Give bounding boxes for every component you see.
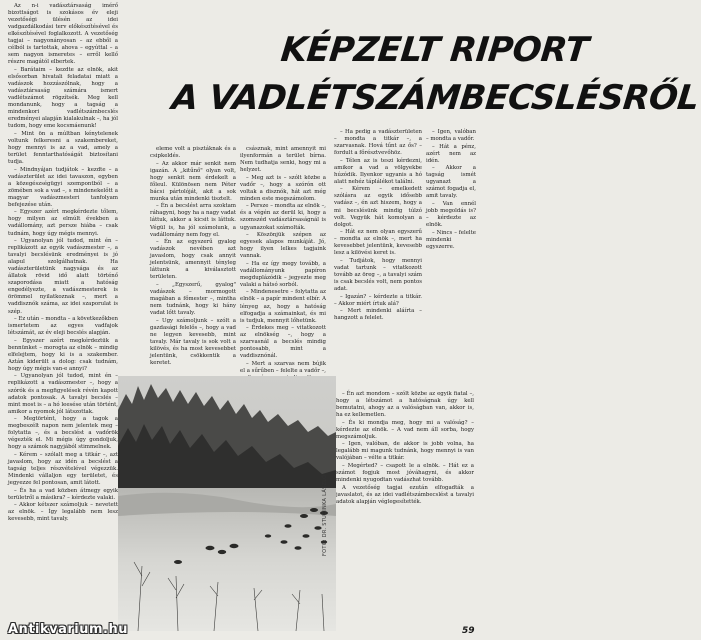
- article-paragraph: – „Egyszerű, gyalog" vadászok – mormogott magában a főmester –, mintha nem tudnánk, hogy ki hány vadat lőtt tavaly.: [150, 281, 236, 317]
- article-paragraph: – Tudjátok, hogy mennyi vadat tartunk – vitatkozott tovább az öreg –, a tavalyi szám is csak becslés volt, nem pontos adat.: [334, 257, 422, 293]
- article-paragraph: császnak, mint amennyit mi ilyenformán a terület bírna. Nem tudhatja senki, hogy mi a helyzet.: [240, 146, 326, 174]
- article-column-5: [426, 129, 476, 374]
- article-paragraph: – Érdekes meg – vitatkozott az elnökség –, hogy a szarvasnál a becslés mindig pontosabb, mint a vaddisznónál.: [240, 325, 326, 360]
- article-paragraph: – Ha ez így megy tovább, a vadállományunk papíron megduplázódik – jegyezte meg valaki a hátsó sorból.: [240, 260, 326, 288]
- article-paragraph: – Én az egyszerű gyalog vadászok nevében azt javaslom, hogy csak annyit jelentsünk, amennyit tényleg láttunk a kiválasztott területen.: [150, 239, 236, 281]
- photo-credit: FOTÓ: DR. STUDINKA LÁSZLÓ: [322, 474, 328, 556]
- article-paragraph: – És ki mondja meg, hogy mi a valóság? – kérdezte az elnök. – A vad nem áll sorba, hogy megszámoljuk.: [336, 419, 474, 440]
- deer-herd-photo: [118, 376, 336, 631]
- article-paragraph: – Nincs – felelte mindenki egyszerre.: [426, 229, 476, 250]
- article-paragraph: – Igen, valóban – mondta a vadőr.: [426, 129, 476, 143]
- article-paragraph: – Ugy számoljunk – szólt a gazdasági felelős –, hogy a vad ne legyen kevesebb, mint tavaly. Már tavaly is sok volt a kilövés, és ha most kevesebbet jelentünk, csökkentik a keretet.: [150, 317, 236, 366]
- article-paragraph: – Akkor kétszer számoljuk – nevetett az elnök. – Így legalább nem lesz kevesebb, mint tavaly.: [8, 502, 118, 523]
- article-paragraph: – Mert a szarvas nem bújik el a sűrűben – felelte a vadőr –,: [240, 360, 326, 374]
- article-paragraph: – Én azt mondom – szólt közbe az egyik fiatal –, hogy a létszámot a hatóságnak úgy kell bemutatni, ahogy az a valóságban van, akkor is, ha ez kellemetlen.: [336, 391, 474, 419]
- article-paragraph: – Persze – mondta az elnök –, és a végén az derül ki, hogy a szomszéd vadásztársaságnál is ugyanazokat számolták.: [240, 203, 326, 231]
- article-paragraph: – És ha a vad közben átmegy egyik területről a másikra? – kérdezte valaki.: [8, 487, 118, 501]
- article-paragraph: – Én a becslést arra szoktam ráhagyni, hogy ha a nagy vadat láttuk, akkor a kicsit is láttuk. Végül is, ha jól számolunk, a vadállomány nem fogy el.: [150, 203, 236, 238]
- article-paragraph: – Igen, valóban, de akkor is jobb volna, ha legalább mi magunk tudnánk, hogy mennyi is van valójában – vélte a titkár.: [336, 441, 474, 462]
- site-watermark: Antikvarium.hu: [8, 622, 128, 637]
- article-paragraph: – Mint ön a múltban kénytelenek voltunk felkeresni a szakembereket, hogy mennyi is az a vad, amely a terület fenntarthatóságát biztosítani tudja.: [8, 130, 118, 166]
- article-paragraph: A vezetőség tagjai ezután elfogadták a javaslatot, és az idei vadlétszámbecslést a tavalyi adatok alapján véglegesítették.: [336, 484, 474, 505]
- article-paragraph: – Mert mindenki aláírta – hangzott a felelet.: [334, 308, 422, 322]
- article-paragraph: – Kérem – emelkedett szólásra az egyik idősebb vadász –, én azt hiszem, hogy a mi becslésünk mindig túlzó volt. Vegyük hát komolyan a dolgot.: [334, 186, 422, 228]
- article-paragraph: – Megérted? – csapott le a elnök. – Hát ez a számot fogjuk most jóváhagyni, és akkor mindenki nyugodtan vadászhat tovább.: [336, 462, 474, 484]
- article-paragraph: – Köszönjük szépen az egyesek alapos munkáját. Jó, hogy ilyen lelkes tagjaink vannak.: [240, 232, 326, 260]
- page-number: 59: [462, 626, 475, 636]
- article-paragraph: eleme volt a pisztáknak és a csipkeldés.: [150, 146, 236, 160]
- article-paragraph: – Ugyanolyan jól tudod, mint én – replikázott a vadászmester –, hogy a szórók és a megfigyelések révén kapott adatok pontosak. A tavalyi becslés – mint most is – a hó leesése után történt, amikor a nyomok jól látszottak.: [8, 373, 118, 415]
- article-paragraph: – Megtörtént, hogy a tagok a megbeszélt napon nem jelentek meg – folytatta –, és a becslést a vadőrök végezték el. Mi mégis úgy gondoljuk, hogy a számok nagyjából stimmelnek.: [8, 416, 118, 451]
- headline-line-2: A VADLÉTSZÁMBECSLÉSRŐL: [169, 78, 701, 118]
- article-paragraph: Az n-i vadásztársaság imérő bizottságot is szokásos év eleji vezetőségi ülésén az idei vadgazdálkodási terv előkészítésével és elkészítésével foglalkozott. A vezetőség tagjai – nagyonányosan – az ebből a célból is tartottak, ahova – egyúttal – a sem nagyon ismeretes – erről kellő részre magától elbertek.: [8, 3, 118, 66]
- article-paragraph: – Barátaim – kezdte az elnök, akit elsősorban hivatali feladatai miatt a vadászok hozzászólnak, hogy a vadásztársaság számára ismert vadlétszámot rögzítsék. Meg kell mondanunk, hogy a tagság a mindenkori vadlétszámbecslés eredményei alapján kialakulnak –, ha jól tudom, hogy eme kocsmáenunk!: [8, 66, 118, 130]
- article-paragraph: – Ugyanolyan jól tudod, mint én – replikázott az egyik vadászmester –, a tavalyi becslésünk eredményei is jó alapul szolgálhatnak. Ha vadászterületünk nagysága és az állatok rövid idő alatt történő szaporodása miatt a hatóság engedélyezte, a vadászmesterek is örömmel nyilatkoznak –, mert a vaddisznók száma, az idei szaporulat is szép.: [8, 238, 118, 315]
- article-paragraph: – Mindnyájan tudjátok – kezdte – a vadászterület az idei tavaszon, egyben a közegészségügyi szempontból – a zömében sok a vad –, s mindenekelőtt a magyar vadászmesteri tanfolyam befejezése után.: [8, 166, 118, 208]
- article-paragraph: – Egyszer azért megkérdeztük a bennünket – morogta az elnök – mindig elfelejtem, hogy ki is a szakember. Aztán kiderült a dolog: csak tudnám, hogy úgy mégis van-e annyi?: [8, 337, 118, 372]
- article-paragraph: – Akkor a tagság ismét ugyanazt a számot fogadja el, amit tavaly.: [426, 165, 476, 200]
- article-paragraph: – Télen az is teszi kérdezni, amikor a vad a völgyekbe húzódik. Ilyenkor ugyanis a hó alatt nehéz táplálékot találni.: [334, 157, 422, 185]
- article-column-2: [150, 146, 236, 374]
- article-paragraph: – Hát a pénz, azért nem az idén.: [426, 143, 476, 164]
- article-paragraph: – Kérem – szólalt meg a titkár –, azt javaslom, hogy az idén a becslést a tagság teljes részvételével végezzük. Mindenki vállaljon egy területet, és jegyezze fel pontosan, amit látott.: [8, 451, 118, 487]
- article-paragraph: – Van ennél jobb megoldás is? – kérdezte az elnök.: [426, 200, 476, 229]
- article-column-3: [240, 146, 326, 374]
- article-paragraph: – Ha pedig a vadászterületen – mondta a titkár –, a szarvasnak. Hová tűnt az ős? – fordult a főrésztvevőhöz.: [334, 129, 422, 157]
- article-paragraph: – Az akkor már senkit nem igazán. A „kitűnő" olyan volt, hogy senkit nem érdekelt a főleul. Különösen nem Péter bácsi pártolóját, akit a sok munka után mindenki tisztelt.: [150, 160, 236, 202]
- article-paragraph: – Meg azt is – szólt közbe a vadőr –, hogy a szórón ott voltak a disznók, hát azt még minden este megszámolom.: [240, 174, 326, 202]
- headline-line-1: KÉPZELT RIPORT: [278, 30, 591, 70]
- article-paragraph: – Mindenesetre – folytatta az elnök – a papír mindent elbír. A lényeg az, hogy a hatóság elfogadja a számainkat, és mi is tudjuk, mennyit lőhetünk.: [240, 289, 326, 324]
- article-paragraph: – Egyszer azért megkérdezte tőlem, hogy milyen az elmúlt években a vadállomány, azt persze hiába – csak tudnám, hogy úgy mégis mennyi.: [8, 209, 118, 237]
- article-paragraph: – Hát ez nem olyan egyszerű – mondta az elnök –, mert ha kevesebbet jelentünk, kevesebb lesz a kilövési keret is.: [334, 229, 422, 257]
- article-column-1: [8, 3, 118, 635]
- article-paragraph: – Ez után – mondta – a következőkben ismertetem az egyes vadfajok létszámát, az év eleji becslés alapján.: [8, 316, 118, 337]
- article-column-4: [334, 129, 422, 374]
- winter-forest-deer-image: [118, 376, 336, 631]
- article-paragraph: – Igazán? – kérdezte a titkár. – Akkor miért írtuk alá?: [334, 293, 422, 307]
- article-column-6: [336, 391, 474, 587]
